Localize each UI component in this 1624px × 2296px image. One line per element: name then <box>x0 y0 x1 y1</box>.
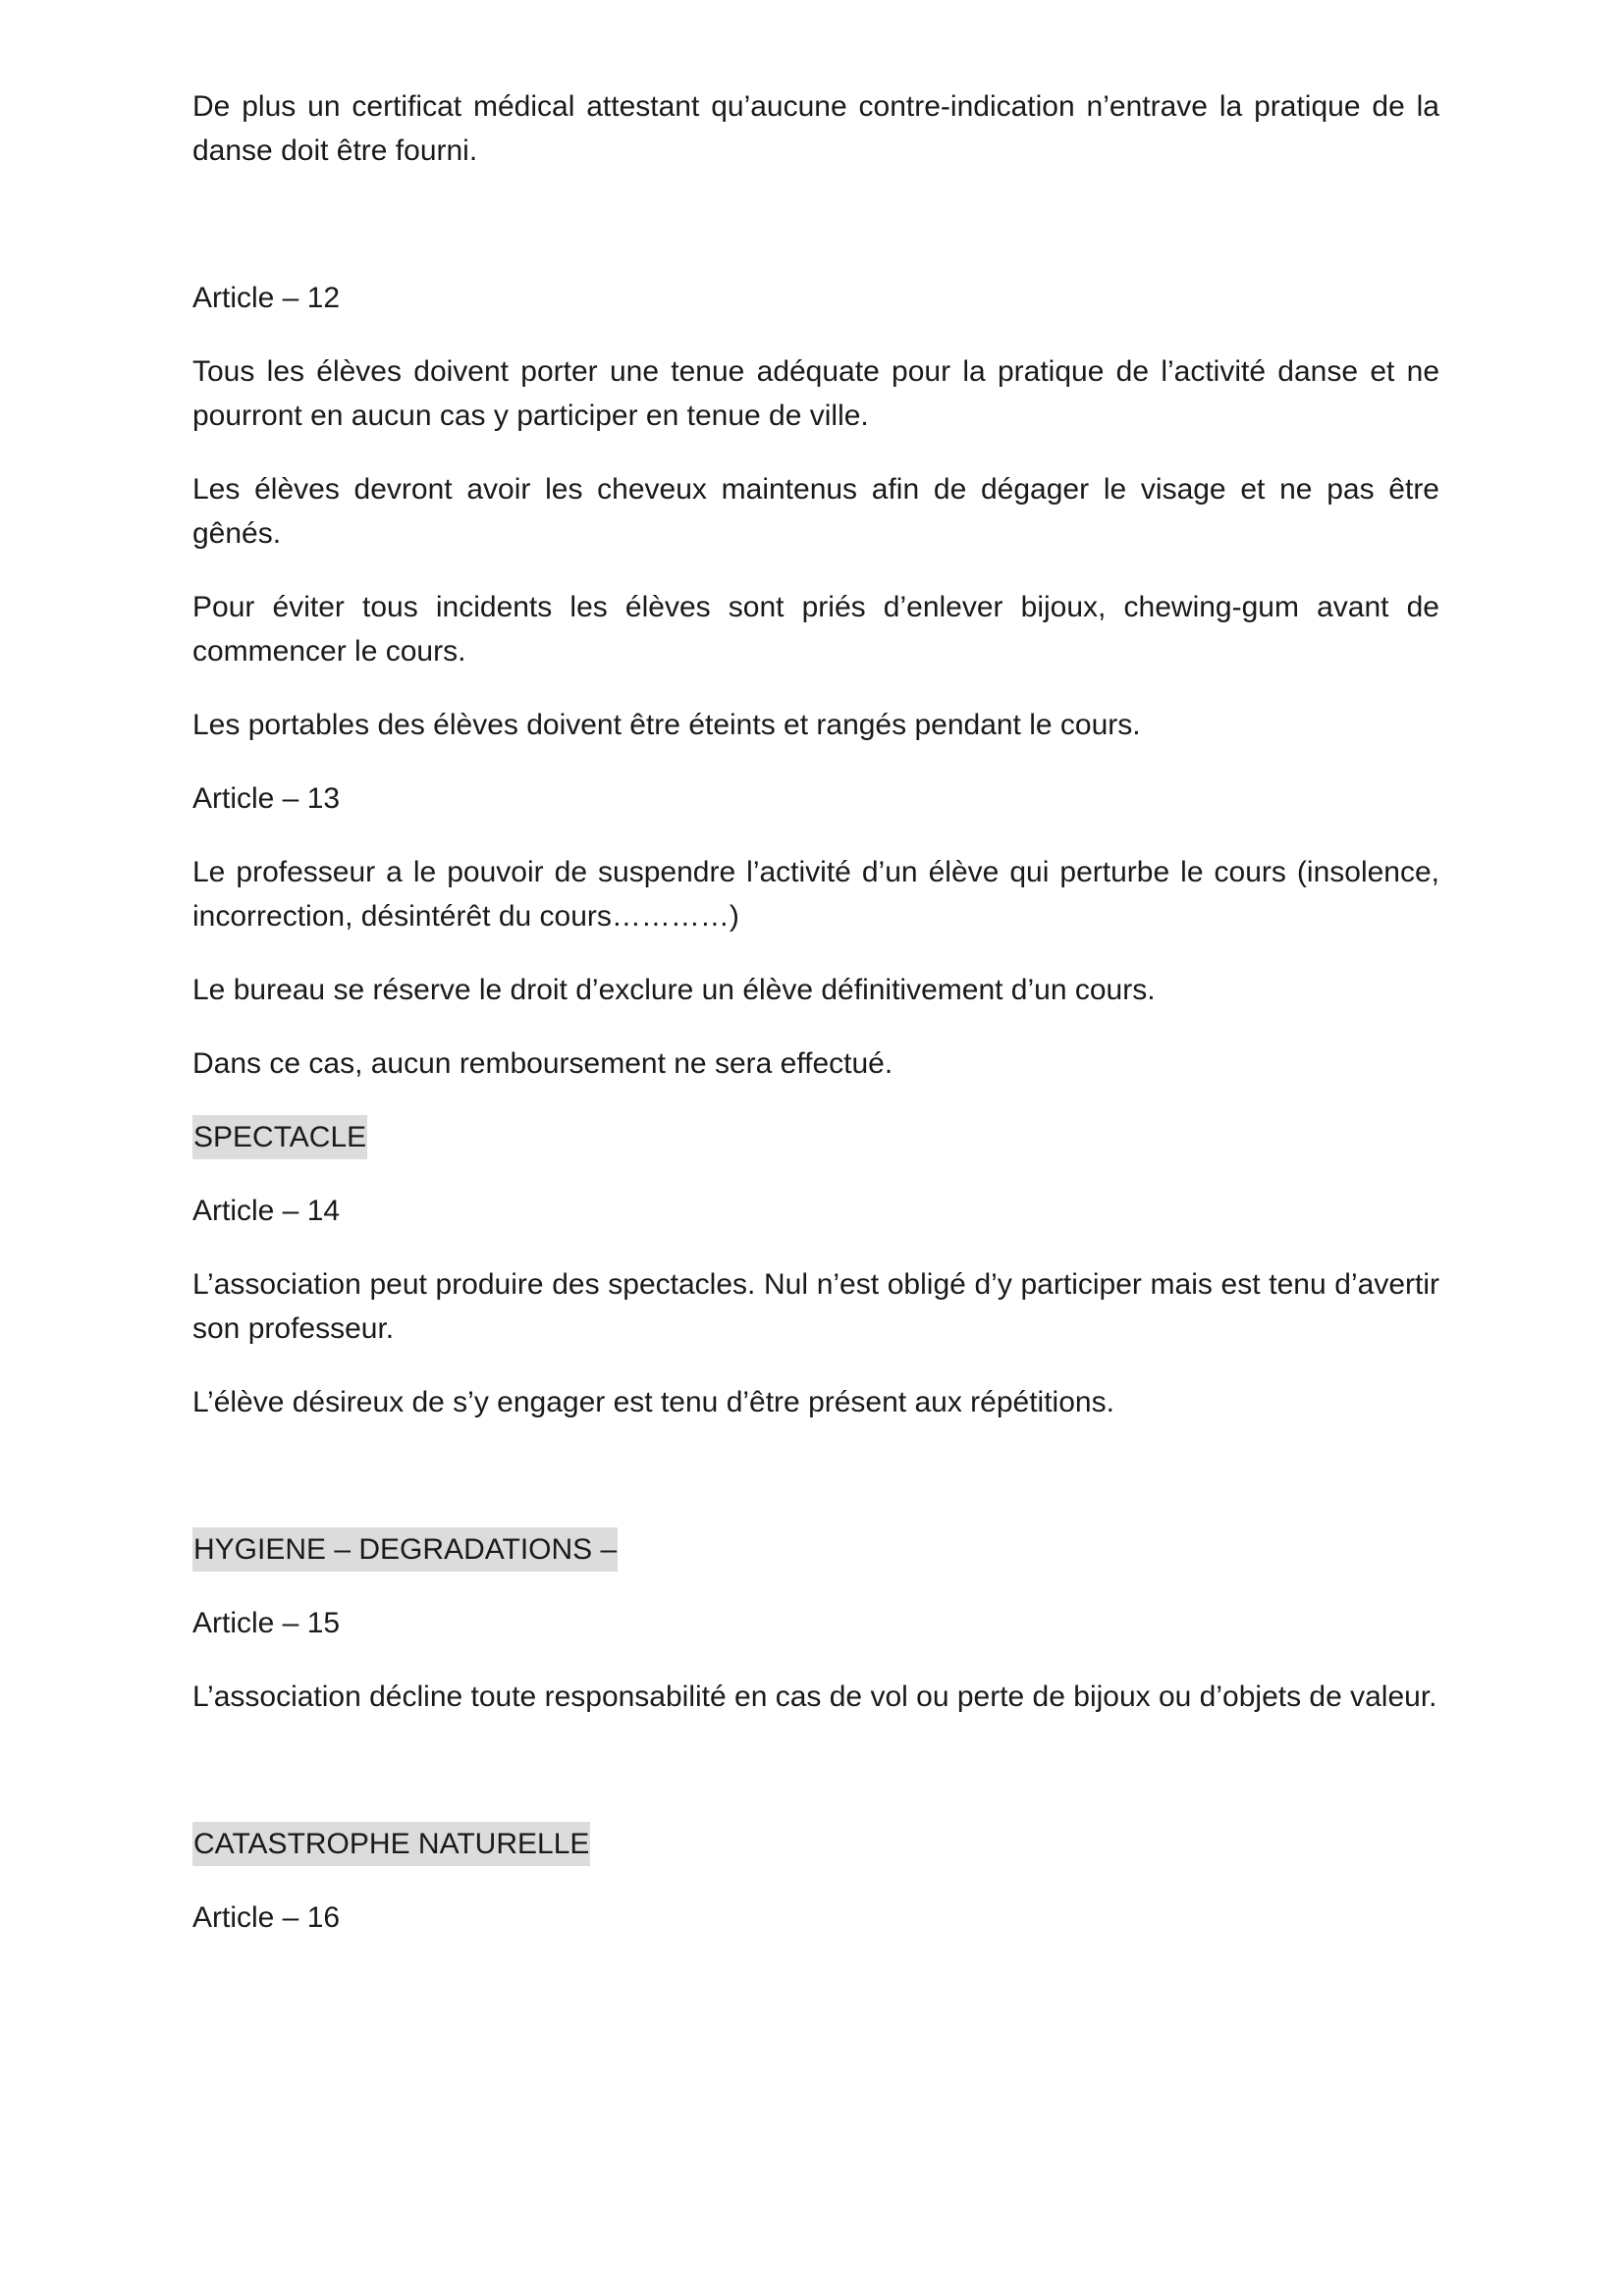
article-15-title: Article – 15 <box>192 1607 341 1639</box>
article-14-paragraph-shows: L’association peut produire des spectacles. Nul n’est obligé d’y participer mais est tenu d’avertir son professeur. <box>192 1268 1439 1345</box>
medical-certificate-paragraph: De plus un certificat médical attestant qu’aucune contre-indication n’entrave la pratique de la danse doit être fourni. <box>192 90 1439 167</box>
section-heading-catastrophe: CATASTROPHE NATURELLE <box>192 1822 590 1866</box>
spacer <box>192 1086 1439 1115</box>
spacer <box>192 821 1439 850</box>
article-12-title: Article – 12 <box>192 282 341 314</box>
spacer <box>192 1351 1439 1380</box>
spacer <box>192 1424 1439 1527</box>
article-13-paragraph-exclusion: Le bureau se réserve le droit d’exclure un élève définitivement d’un cours. <box>192 974 1156 1006</box>
spacer <box>192 1866 1439 1896</box>
article-12-paragraph-attire: Tous les élèves doivent porter une tenue adéquate pour la pratique de l’activité danse et ne pourront en aucun cas y participer en tenue de ville. <box>192 355 1439 432</box>
spacer <box>192 1012 1439 1041</box>
spacer <box>192 173 1439 276</box>
section-heading-catastrophe-line <box>192 1822 1439 1866</box>
spacer <box>192 673 1439 703</box>
spacer <box>192 556 1439 585</box>
spacer <box>192 1645 1439 1675</box>
spacer <box>192 438 1439 467</box>
spacer <box>192 1719 1439 1822</box>
document-body <box>192 84 1439 1940</box>
article-16-title: Article – 16 <box>192 1901 341 1934</box>
section-heading-spectacle-line <box>192 1115 1439 1159</box>
article-14-title: Article – 14 <box>192 1195 341 1227</box>
spacer <box>192 320 1439 349</box>
article-12-paragraph-jewelry: Pour éviter tous incidents les élèves sont priés d’enlever bijoux, chewing-gum avant de commencer le cours. <box>192 591 1439 667</box>
article-15-paragraph-liability: L’association décline toute responsabilité en cas de vol ou perte de bijoux ou d’objets de valeur. <box>192 1681 1437 1713</box>
article-12-paragraph-phones: Les portables des élèves doivent être éteints et rangés pendant le cours. <box>192 709 1141 741</box>
section-heading-hygiene: HYGIENE – DEGRADATIONS – <box>192 1527 618 1572</box>
article-13-paragraph-refund: Dans ce cas, aucun remboursement ne sera effectué. <box>192 1047 893 1080</box>
spacer <box>192 1233 1439 1262</box>
article-13-title: Article – 13 <box>192 782 341 815</box>
spacer <box>192 938 1439 968</box>
article-13-paragraph-suspension: Le professeur a le pouvoir de suspendre l’activité d’un élève qui perturbe le cours (insolence, incorrection, désintérêt du cours…………) <box>192 856 1439 933</box>
spacer <box>192 747 1439 776</box>
article-14-paragraph-rehearsals: L’élève désireux de s’y engager est tenu d’être présent aux répétitions. <box>192 1386 1114 1418</box>
spacer <box>192 1572 1439 1601</box>
section-heading-spectacle: SPECTACLE <box>192 1115 367 1159</box>
article-12-paragraph-hair: Les élèves devront avoir les cheveux maintenus afin de dégager le visage et ne pas être gênés. <box>192 473 1439 550</box>
spacer <box>192 1159 1439 1189</box>
section-heading-hygiene-line <box>192 1527 1439 1572</box>
